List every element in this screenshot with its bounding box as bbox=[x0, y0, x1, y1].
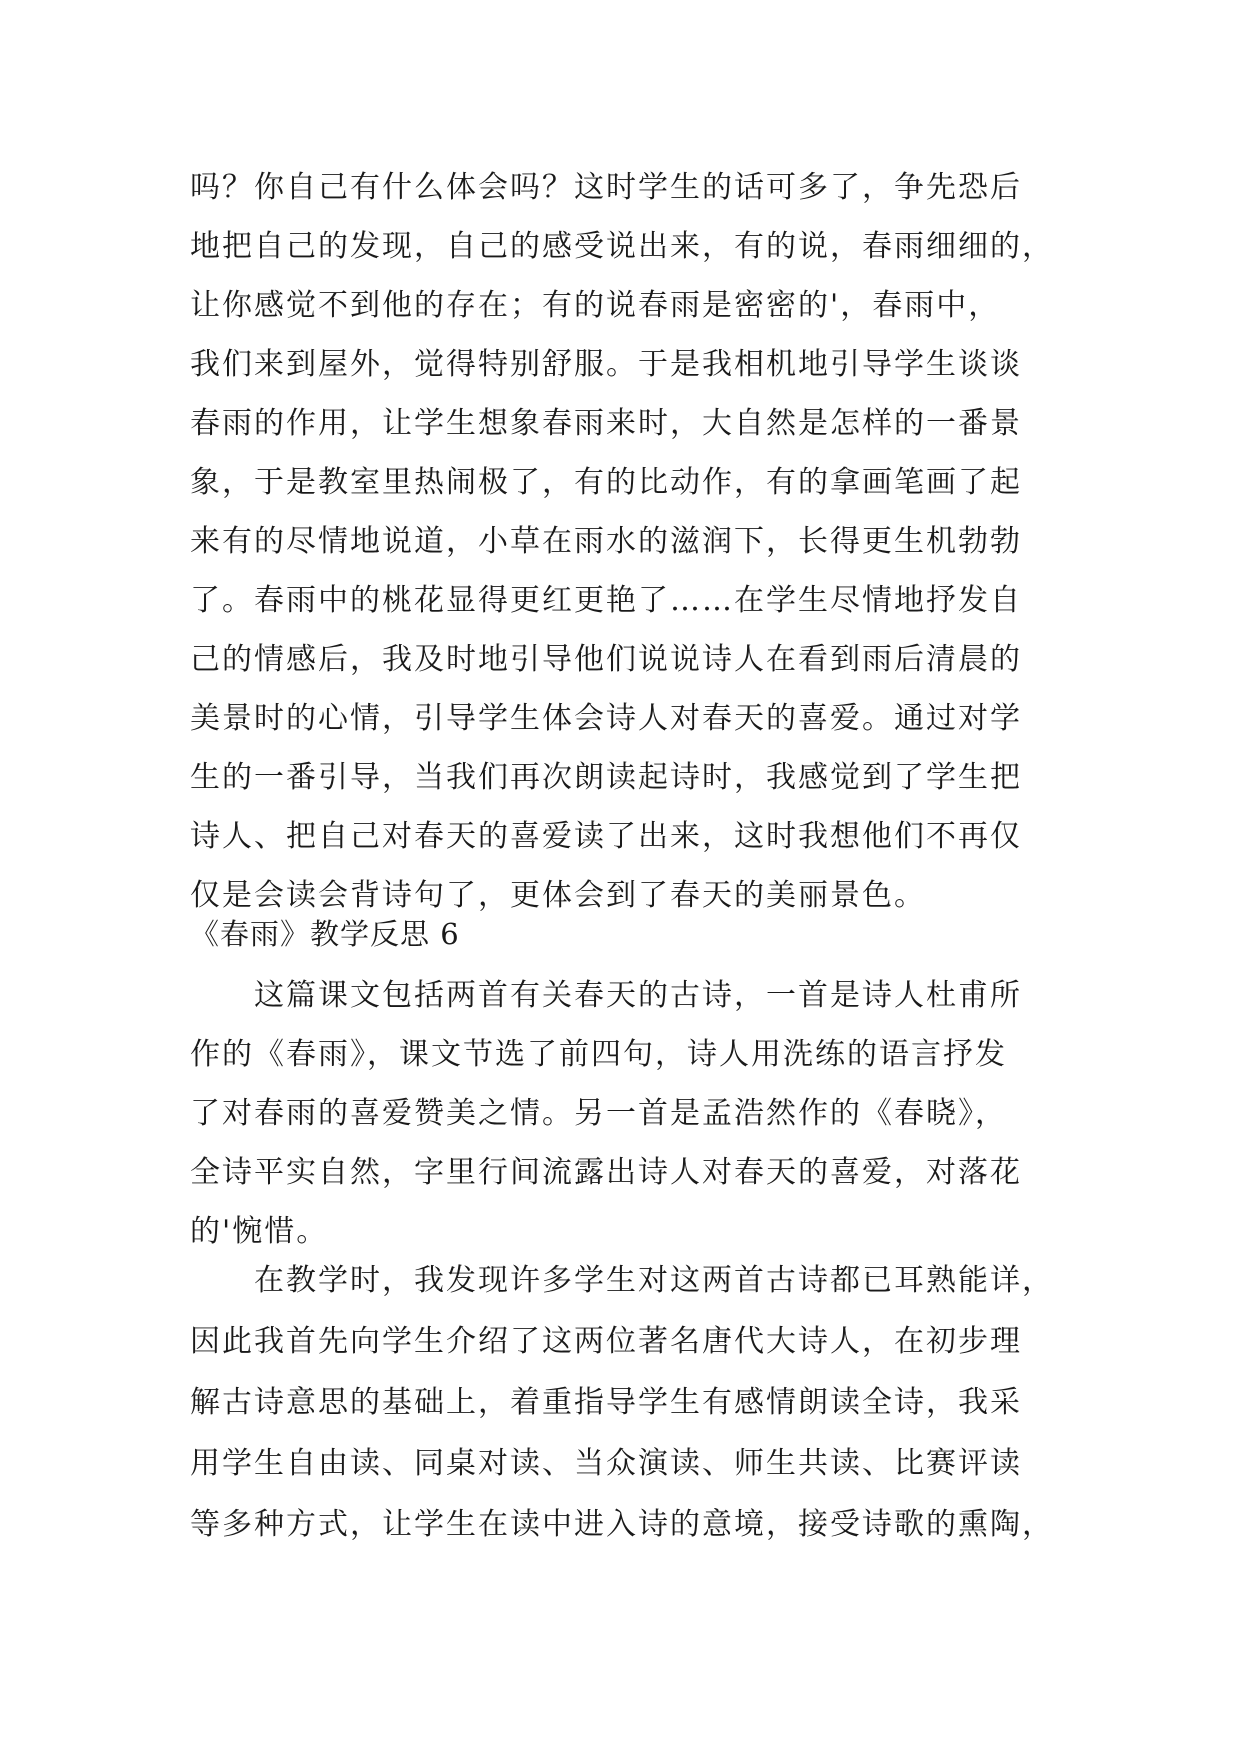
section-heading: 《春雨》教学反思 6 bbox=[190, 917, 460, 951]
text-line: 在教学时，我发现许多学生对这两首古诗都已耳熟能详， bbox=[190, 1263, 1054, 1298]
text-line: 等多种方式，让学生在读中进入诗的意境，接受诗歌的熏陶， bbox=[190, 1507, 1054, 1542]
text-line: 美景时的心情，引导学生体会诗人对春天的喜爱。通过对学 bbox=[190, 701, 1022, 736]
text-line: 作的《春雨》，课文节选了前四句，诗人用洗练的语言抒发 bbox=[190, 1037, 1007, 1072]
text-line: 的'惋惜。 bbox=[190, 1214, 329, 1249]
text-line: 用学生自由读、同桌对读、当众演读、师生共读、比赛评读 bbox=[190, 1446, 1022, 1481]
text-line: 生的一番引导，当我们再次朗读起诗时，我感觉到了学生把 bbox=[190, 760, 1022, 795]
text-line: 让你感觉不到他的存在；有的说春雨是密密的'，春雨中， bbox=[190, 288, 1001, 323]
text-line: 因此我首先向学生介绍了这两位著名唐代大诗人，在初步理 bbox=[190, 1324, 1022, 1359]
text-line: 春雨的作用，让学生想象春雨来时，大自然是怎样的一番景 bbox=[190, 406, 1022, 441]
text-line: 这篇课文包括两首有关春天的古诗，一首是诗人杜甫所 bbox=[190, 978, 1022, 1013]
text-line: 了。春雨中的桃花显得更红更艳了……在学生尽情地抒发自 bbox=[190, 583, 1022, 618]
text-line: 仅是会读会背诗句了，更体会到了春天的美丽景色。 bbox=[190, 878, 926, 913]
paragraph-continued bbox=[190, 158, 1054, 925]
text-line: 了对春雨的喜爱赞美之情。另一首是孟浩然作的《春晓》， bbox=[190, 1096, 1007, 1131]
text-line: 己的情感后，我及时地引导他们说说诗人在看到雨后清晨的 bbox=[190, 642, 1022, 677]
text-line: 来有的尽情地说道，小草在雨水的滋润下，长得更生机勃勃 bbox=[190, 524, 1022, 559]
paragraph-intro bbox=[190, 966, 1050, 1261]
text-line: 吗？你自己有什么体会吗？这时学生的话可多了，争先恐后 bbox=[190, 170, 1022, 205]
text-line: 全诗平实自然，字里行间流露出诗人对春天的喜爱，对落花 bbox=[190, 1155, 1022, 1190]
text-line: 地把自己的发现，自己的感受说出来，有的说，春雨细细的， bbox=[190, 229, 1054, 264]
text-line: 我们来到屋外，觉得特别舒服。于是我相机地引导学生谈谈 bbox=[190, 347, 1022, 382]
text-line: 诗人、把自己对春天的喜爱读了出来，这时我想他们不再仅 bbox=[190, 819, 1022, 854]
text-line: 象，于是教室里热闹极了，有的比动作，有的拿画笔画了起 bbox=[190, 465, 1022, 500]
paragraph-teaching bbox=[190, 1250, 1054, 1555]
text-line: 解古诗意思的基础上，着重指导学生有感情朗读全诗，我采 bbox=[190, 1385, 1022, 1420]
